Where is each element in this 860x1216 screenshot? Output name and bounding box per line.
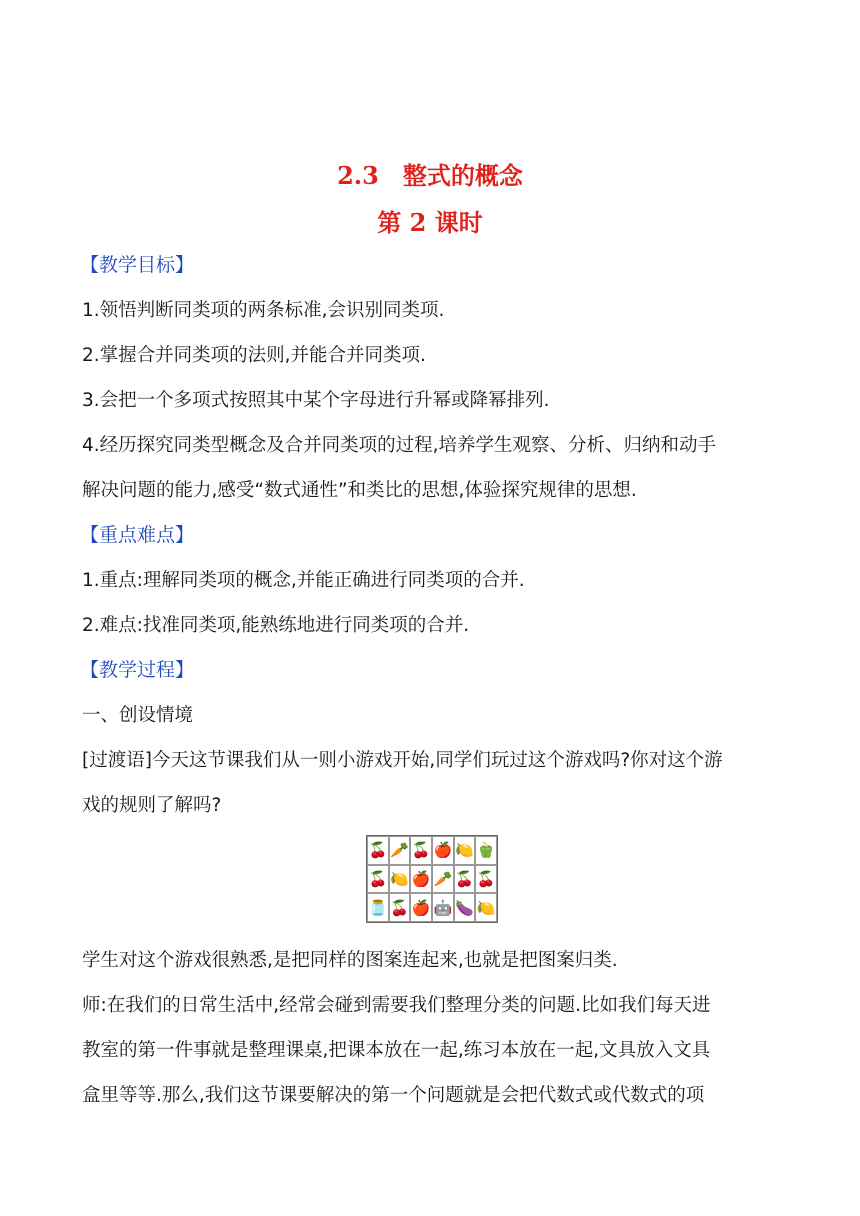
cherry-icon: 🍒	[367, 836, 389, 865]
matching-game-board-image	[366, 835, 498, 923]
body-line: 盒里等等.那么,我们这节课要解决的第一个问题就是会把代数式或代数式的项	[82, 1085, 705, 1106]
key-line: 1.重点:理解同类项的概念,并能正确进行同类项的合并.	[82, 570, 525, 591]
key-line: 2.难点:找准同类项,能熟练地进行同类项的合并.	[82, 615, 470, 636]
cherry-icon: 🍒	[367, 865, 389, 894]
lemon-icon: 🍋	[389, 865, 411, 894]
goals-heading: 【教学目标】	[80, 254, 195, 276]
goal-line: 3.会把一个多项式按照其中某个字母进行升幂或降幂排列.	[82, 390, 550, 411]
carrot-icon: 🥕	[389, 836, 411, 865]
body-line: 学生对这个游戏很熟悉,是把同样的图案连起来,也就是把图案归类.	[82, 950, 618, 971]
robot-icon: 🤖	[432, 893, 454, 922]
process-heading: 【教学过程】	[80, 659, 195, 681]
page-subtitle: 第 2 课时	[377, 208, 483, 237]
carrot-icon: 🥕	[432, 865, 454, 894]
apple-icon: 🍎	[410, 865, 432, 894]
page-title: 2.3 整式的概念	[337, 161, 523, 190]
intro-line: 戏的规则了解吗?	[82, 795, 222, 816]
pepper-icon: 🫑	[475, 836, 497, 865]
eggplant-icon: 🍆	[454, 893, 476, 922]
goal-line: 2.掌握合并同类项的法则,并能合并同类项.	[82, 345, 426, 366]
intro-line: [过渡语]今天这节课我们从一则小游戏开始,同学们玩过这个游戏吗?你对这个游	[82, 750, 723, 771]
cherry-icon: 🍒	[410, 836, 432, 865]
goal-line: 解决问题的能力,感受“数式通性”和类比的思想,体验探究规律的思想.	[82, 480, 637, 501]
goal-line: 4.经历探究同类型概念及合并同类项的过程,培养学生观察、分析、归纳和动手	[82, 435, 717, 456]
lemon-icon: 🍋	[454, 836, 476, 865]
cherry-icon: 🍒	[389, 893, 411, 922]
step-title: 一、创设情境	[82, 705, 194, 726]
cherry-icon: 🍒	[454, 865, 476, 894]
lemon-icon: 🍋	[475, 893, 497, 922]
apple-icon: 🍎	[410, 893, 432, 922]
apple-icon: 🍎	[432, 836, 454, 865]
body-line: 师:在我们的日常生活中,经常会碰到需要我们整理分类的问题.比如我们每天进	[82, 995, 711, 1016]
key-heading: 【重点难点】	[80, 524, 195, 546]
body-line: 教室的第一件事就是整理课桌,把课本放在一起,练习本放在一起,文具放入文具	[82, 1040, 711, 1061]
jar-icon: 🫙	[367, 893, 389, 922]
cherry-icon: 🍒	[475, 865, 497, 894]
goal-line: 1.领悟判断同类项的两条标准,会识别同类项.	[82, 300, 445, 321]
